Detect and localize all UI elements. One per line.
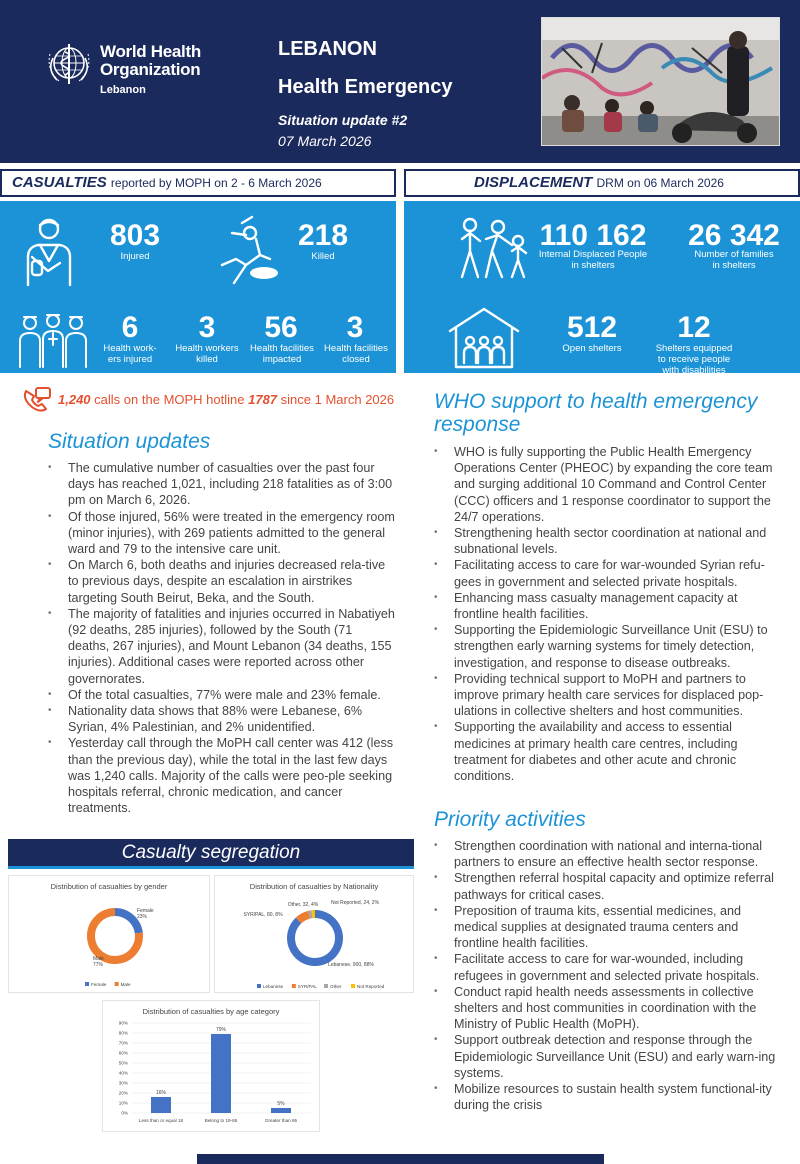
situation-item: • Nationality data shows that 88% were Lebanese, 6% Syrian, 4% Palestinian, and 2% unidentified. bbox=[46, 703, 396, 735]
donut-data-label: Male 77% bbox=[93, 956, 104, 968]
situation-item: • The cumulative number of casualties over the past four days has reached 1,021, including 218 fatalities as of 3:00 pm on March 6, 2026. bbox=[46, 460, 396, 509]
priority-title: Priority activities bbox=[434, 808, 586, 831]
priority-item: • Preposition of trauma kits, essential medicines, and medical supplies at designated trauma centers and frontline health facilities. bbox=[432, 903, 784, 952]
who-support-item: • Enhancing mass casualty management capacity at frontline health facilities. bbox=[432, 590, 784, 622]
donut-slice-lebanese bbox=[291, 914, 339, 962]
x-tick-label: Less than or equal 18 bbox=[138, 1118, 184, 1123]
stat-hw-killed-value: 3 bbox=[198, 311, 216, 344]
stat-families-value: 26 342 bbox=[688, 219, 780, 252]
legend-swatch bbox=[292, 984, 296, 988]
priority-item: • Facilitate access to care for war-wounded, including refugees in government and selected private hospitals. bbox=[432, 951, 784, 983]
y-tick-label: 80% bbox=[118, 1030, 128, 1036]
stat-hw-killed-label: Health workers killed bbox=[175, 343, 239, 365]
casualties-panel bbox=[0, 201, 396, 373]
bar-data-label: 79% bbox=[215, 1027, 227, 1033]
who-emblem-icon bbox=[44, 38, 94, 88]
y-tick-label: 20% bbox=[118, 1090, 128, 1096]
header-date: 07 March 2026 bbox=[278, 133, 372, 149]
stat-idp-value: 110 162 bbox=[539, 219, 647, 252]
stat-hw-injured-value: 6 bbox=[121, 311, 139, 344]
who-support-list bbox=[432, 444, 784, 784]
casualties-header bbox=[0, 169, 396, 197]
segregation-header bbox=[8, 839, 414, 869]
displacement-subtitle: DRM on 06 March 2026 bbox=[596, 176, 724, 190]
legend-label: Other bbox=[330, 984, 342, 989]
who-support-item: • WHO is fully supporting the Public Health Emergency Operations Center (PHEOC) by expanding the core team and surging additional 10 Command and Control Center (CCC) officers and 1 response coordinator to support the 24/7 operations. bbox=[432, 444, 784, 525]
priority-item: • Conduct rapid health needs assessments in collective shelters and host communities in coordination with the Ministry of Public Health (MoPH). bbox=[432, 984, 784, 1033]
legend-swatch bbox=[115, 982, 119, 986]
who-support-item: • Supporting the Epidemiologic Surveillance Unit (ESU) to strengthen early warning systems for timely detection, investigation, and response to disease outbreaks. bbox=[432, 622, 784, 671]
y-tick-label: 10% bbox=[118, 1100, 128, 1106]
displaced-family-photo bbox=[542, 18, 780, 146]
x-tick-label: Belong to 19-65 bbox=[204, 1118, 238, 1123]
donut-data-label: SYR/PAL, 80, 8% bbox=[243, 912, 283, 918]
phone-chat-icon bbox=[22, 387, 52, 413]
legend-swatch bbox=[351, 984, 355, 988]
nationality-chart bbox=[214, 875, 414, 993]
stat-facilities-closed-value: 3 bbox=[346, 311, 364, 344]
stat-facilities-impacted-label: Health facilities impacted bbox=[250, 343, 314, 365]
stat-injured-value: 803 bbox=[109, 219, 161, 252]
segregation-title: Casualty segregation bbox=[121, 842, 301, 863]
nationality-chart-title: Distribution of casualties by Nationality bbox=[249, 882, 379, 891]
donut-slice-syr-pal bbox=[299, 915, 309, 921]
report-header bbox=[0, 0, 800, 163]
hotline-text1: calls on the bbox=[94, 392, 160, 407]
gender-chart bbox=[8, 875, 210, 993]
stat-open-shelters-value: 512 bbox=[566, 311, 618, 344]
hotline-calls: 1,240 bbox=[58, 392, 91, 407]
stat-facilities-impacted-value: 56 bbox=[264, 311, 298, 344]
age-bar bbox=[151, 1097, 171, 1113]
hotline-number: 1787 bbox=[248, 392, 278, 407]
gender-chart-plot bbox=[9, 876, 211, 994]
age-chart-plot bbox=[103, 1001, 321, 1133]
health-workers-icon bbox=[16, 309, 90, 369]
legend-swatch bbox=[257, 984, 261, 988]
casualties-title: CASUALTIES bbox=[12, 174, 107, 191]
hotline-banner bbox=[22, 387, 402, 413]
situation-item: • Of those injured, 56% were treated in the emergency room (minor injuries), with 269 patients admitted to the general ward and 79 to the intensive care unit. bbox=[46, 509, 396, 558]
priority-list bbox=[432, 838, 784, 1113]
age-chart-title: Distribution of casualties by age category bbox=[142, 1007, 280, 1016]
displacement-panel bbox=[404, 201, 800, 376]
y-tick-label: 30% bbox=[118, 1080, 128, 1086]
situation-list bbox=[46, 460, 396, 816]
situation-item: • The majority of fatalities and injuries occurred in Nabatiyeh (92 deaths, 285 injuries), followed by the South (71 deaths, 267 injuries), and Mount Lebanon (34 deaths, 155 injuries). Additional cases were reported across other governorates. bbox=[46, 606, 396, 687]
hotline-text3: since 1 March 2026 bbox=[280, 392, 395, 407]
situation-item: • Of the total casualties, 77% were male and 23% female. bbox=[46, 687, 396, 703]
nationality-chart-plot bbox=[215, 876, 415, 994]
legend-label: Lebanese bbox=[263, 984, 284, 989]
stat-injured-label: Injured bbox=[120, 251, 150, 262]
displaced-people-icon bbox=[456, 217, 536, 281]
who-support-item: • Facilitating access to care for war-wounded Syrian refu-gees in government and selected private hospitals. bbox=[432, 557, 784, 589]
header-update: Situation update #2 bbox=[278, 112, 408, 128]
donut-data-label: Female 23% bbox=[137, 908, 154, 920]
header-title: Health Emergency bbox=[278, 76, 453, 98]
priority-item: • Strengthen coordination with national and interna-tional partners to ensure an effective health sector response. bbox=[432, 838, 784, 870]
bar-data-label: 5% bbox=[277, 1101, 285, 1107]
situation-title: Situation updates bbox=[48, 430, 211, 453]
legend-swatch bbox=[85, 982, 89, 986]
stat-hw-injured-label: Health work- ers injured bbox=[103, 343, 157, 365]
y-tick-label: 70% bbox=[118, 1040, 128, 1046]
casualties-subtitle: reported by MOPH on 2 - 6 March 2026 bbox=[110, 176, 322, 190]
falling-person-icon bbox=[212, 215, 282, 287]
who-support-item: • Strengthening health sector coordination at national and subnational levels. bbox=[432, 525, 784, 557]
org-name-line2: Organization bbox=[100, 60, 201, 79]
hotline-text2: MOPH hotline bbox=[163, 392, 245, 407]
who-support-title-line2: response bbox=[434, 413, 521, 436]
legend-label: Male bbox=[120, 982, 131, 987]
displacement-title: DISPLACEMENT bbox=[474, 174, 593, 191]
donut-slice-female bbox=[115, 912, 139, 933]
priority-item: • Strengthen referral hospital capacity and optimize referral pathways for critical cases. bbox=[432, 870, 784, 902]
situation-item: • Yesterday call through the MoPH call center was 412 (less than the previous day), while the total in the last few days was 1,240 calls. Majority of the calls were peo-ple seeking hospitals referral, chronic medication, and cancer treatments. bbox=[46, 735, 396, 816]
footer-bar bbox=[197, 1154, 604, 1164]
donut-slice-other bbox=[309, 914, 312, 915]
age-bar bbox=[211, 1034, 231, 1113]
legend-swatch bbox=[324, 984, 328, 988]
shelter-icon bbox=[444, 305, 524, 369]
stat-killed-value: 218 bbox=[297, 219, 349, 252]
y-tick-label: 0% bbox=[121, 1110, 128, 1116]
legend-label: Not Reported bbox=[357, 984, 385, 989]
who-support-title-line1: WHO support to health emergency bbox=[434, 390, 758, 413]
y-tick-label: 90% bbox=[118, 1020, 128, 1026]
stat-open-shelters-label: Open shelters bbox=[562, 343, 622, 354]
age-bar bbox=[271, 1108, 291, 1113]
injured-person-icon bbox=[18, 215, 80, 287]
stat-families-label: Number of families in shelters bbox=[694, 249, 774, 271]
priority-item: • Support outbreak detection and response through the Epidemiologic Surveillance Unit (ESU) and early warn-ing systems. bbox=[432, 1032, 784, 1081]
y-tick-label: 40% bbox=[118, 1070, 128, 1076]
who-logo bbox=[44, 38, 224, 108]
situation-item: • On March 6, both deaths and injuries decreased rela-tive to previous days, despite an escalation in airstrikes targeting South Beirut, Beka, and the South. bbox=[46, 557, 396, 606]
donut-data-label: Other, 32, 4% bbox=[287, 902, 319, 908]
priority-item: • Mobilize resources to sustain health system functional-ity during the crisis bbox=[432, 1081, 784, 1113]
stat-accessible-shelters-value: 12 bbox=[677, 311, 711, 344]
age-chart bbox=[102, 1000, 320, 1132]
bar-data-label: 16% bbox=[155, 1090, 167, 1096]
who-support-item: • Providing technical support to MoPH and partners to improve primary health care services for displaced pop-ulations in collective shelters and host communities. bbox=[432, 671, 784, 720]
gender-chart-title: Distribution of casualties by gender bbox=[50, 882, 168, 891]
x-tick-label: Greater than 65 bbox=[264, 1118, 298, 1123]
header-photo bbox=[541, 17, 780, 146]
legend-label: SYR/PAL bbox=[297, 984, 317, 989]
stat-accessible-shelters-label: Shelters equipped to receive people with disabilities bbox=[655, 343, 733, 376]
stat-idp-label: Internal Displaced People in shelters bbox=[538, 249, 648, 271]
org-country: Lebanon bbox=[100, 84, 146, 96]
legend-label: Female bbox=[91, 982, 107, 987]
who-support-title bbox=[434, 390, 757, 436]
org-name-line1: World Health bbox=[100, 42, 201, 61]
donut-data-label: Not Reported, 24, 2% bbox=[330, 900, 380, 906]
stat-facilities-closed-label: Health facilities closed bbox=[324, 343, 388, 365]
donut-data-label: Lebanese, 900, 88% bbox=[328, 962, 374, 968]
displacement-header bbox=[404, 169, 800, 197]
y-tick-label: 50% bbox=[118, 1060, 128, 1066]
stat-killed-label: Killed bbox=[311, 251, 335, 262]
who-support-item: • Supporting the availability and access to essential medicines at primary health care centres, including treatment for diabetes and other acute and chronic conditions. bbox=[432, 719, 784, 784]
header-country: LEBANON bbox=[278, 38, 377, 60]
y-tick-label: 60% bbox=[118, 1050, 128, 1056]
